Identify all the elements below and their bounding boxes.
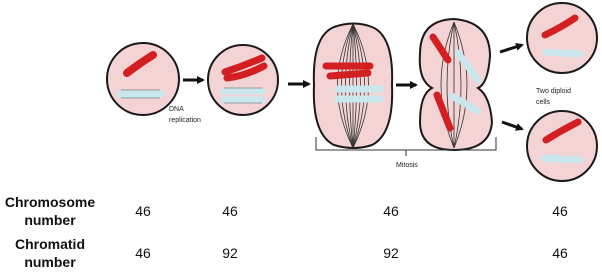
dna-replication-label: DNA xyxy=(169,106,184,113)
two-diploid-label-2: cells xyxy=(536,99,551,106)
chromosome-value-3: 46 xyxy=(383,203,399,219)
daughter-cell-top xyxy=(527,3,597,73)
chromosome-value-2: 46 xyxy=(222,203,238,219)
cell-2-replicated xyxy=(208,45,278,115)
mitosis-label: Mitosis xyxy=(396,162,418,169)
chromosome-value-4: 46 xyxy=(552,203,568,219)
two-diploid-label: Two diploid xyxy=(536,88,572,95)
cell-4-anaphase xyxy=(420,19,492,150)
chromatid-value-3: 92 xyxy=(383,245,399,261)
chromosome-number-label: Chromosome number xyxy=(4,194,96,228)
dna-replication-label-2: replication xyxy=(169,117,201,124)
cell-3-metaphase xyxy=(314,24,392,149)
cell-1-interphase xyxy=(107,43,179,115)
daughter-cell-bottom xyxy=(527,111,597,181)
chromatid-number-label: Chromatid number xyxy=(15,236,85,270)
chromatid-value-1: 46 xyxy=(135,245,151,261)
arrow-5-down xyxy=(502,122,522,129)
chromatid-value-2: 92 xyxy=(222,245,238,261)
chromatid-value-4: 46 xyxy=(552,245,568,261)
arrow-4-up xyxy=(500,45,522,52)
chromosome-value-1: 46 xyxy=(135,203,151,219)
